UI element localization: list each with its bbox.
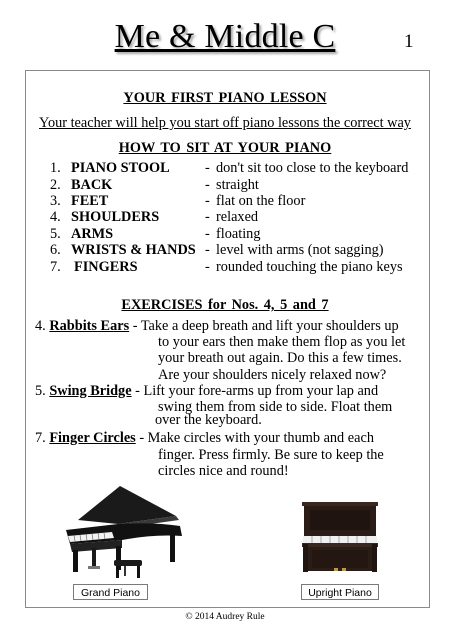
upright-piano-image: [300, 500, 380, 575]
exercise-item: [35, 383, 378, 399]
grand-piano-caption: Grand Piano: [73, 584, 148, 600]
step-description: flat on the floor: [216, 193, 306, 209]
exercise-item: [35, 318, 399, 334]
step-name: BACK: [71, 177, 113, 193]
step-dash: -: [205, 226, 210, 242]
exercise-line: swing them from side to side. Float them: [158, 399, 393, 415]
step-number: 2.: [50, 177, 61, 193]
step-dash: -: [205, 209, 210, 225]
step-name: PIANO STOOL: [71, 160, 170, 176]
step-description: don't sit too close to the keyboard: [216, 160, 409, 176]
exercise-line: Lift your fore-arms up from your lap and: [143, 383, 379, 399]
exercise-line: Take a deep breath and lift your shoulders up: [140, 318, 399, 334]
step-number: 7.: [50, 259, 61, 275]
exercise-line: over the keyboard.: [155, 412, 262, 428]
exercise-line: your breath out again. Do this a few times.: [158, 350, 402, 366]
exercise-line: finger. Press firmly. Be sure to keep the: [158, 447, 384, 463]
exercise-line: Make circles with your thumb and each: [147, 430, 374, 446]
step-dash: -: [205, 259, 210, 275]
exercise-number: 4.: [35, 318, 46, 334]
step-number: 5.: [50, 226, 61, 242]
step-description: relaxed: [216, 209, 259, 225]
grand-piano-image: [58, 480, 190, 580]
page-title: Me & Middle C: [114, 18, 336, 55]
page-number: 1: [404, 31, 414, 52]
step-name: WRISTS & HANDS: [71, 242, 196, 258]
exercise-line: to your ears then make them flop as you let: [158, 334, 406, 350]
step-description: level with arms (not sagging): [216, 242, 384, 258]
upright-piano-caption: Upright Piano: [301, 584, 379, 600]
exercises-heading: EXERCISES for Nos. 4, 5 and 7: [121, 297, 329, 313]
exercise-line: circles nice and round!: [158, 463, 289, 479]
copyright: © 2014 Audrey Rule: [185, 612, 265, 622]
exercise-item: [35, 430, 374, 446]
step-number: 6.: [50, 242, 61, 258]
step-description: floating: [216, 226, 261, 242]
step-name: FINGERS: [74, 259, 138, 275]
step-number: 1.: [50, 160, 61, 176]
exercise-separator: -: [132, 318, 141, 334]
step-name: FEET: [71, 193, 109, 209]
exercise-line: Are your shoulders nicely relaxed now?: [158, 367, 387, 383]
step-description: straight: [216, 177, 259, 193]
lesson-intro: Your teacher will help you start off piano lessons the correct way: [39, 115, 411, 131]
lesson-heading: YOUR FIRST PIANO LESSON: [123, 90, 327, 106]
step-dash: -: [205, 177, 210, 193]
step-dash: -: [205, 242, 210, 258]
exercise-separator: -: [139, 430, 148, 446]
step-number: 4.: [50, 209, 61, 225]
exercise-name: Finger Circles: [49, 430, 136, 446]
step-name: SHOULDERS: [71, 209, 160, 225]
step-number: 3.: [50, 193, 61, 209]
sitting-heading: HOW TO SIT AT YOUR PIANO: [118, 140, 332, 156]
step-description: rounded touching the piano keys: [216, 259, 403, 275]
exercise-name: Swing Bridge: [49, 383, 132, 399]
exercise-number: 5.: [35, 383, 46, 399]
exercise-number: 7.: [35, 430, 46, 446]
step-dash: -: [205, 193, 210, 209]
step-dash: -: [205, 160, 210, 176]
step-name: ARMS: [71, 226, 114, 242]
exercise-name: Rabbits Ears: [49, 318, 130, 334]
exercise-separator: -: [135, 383, 144, 399]
